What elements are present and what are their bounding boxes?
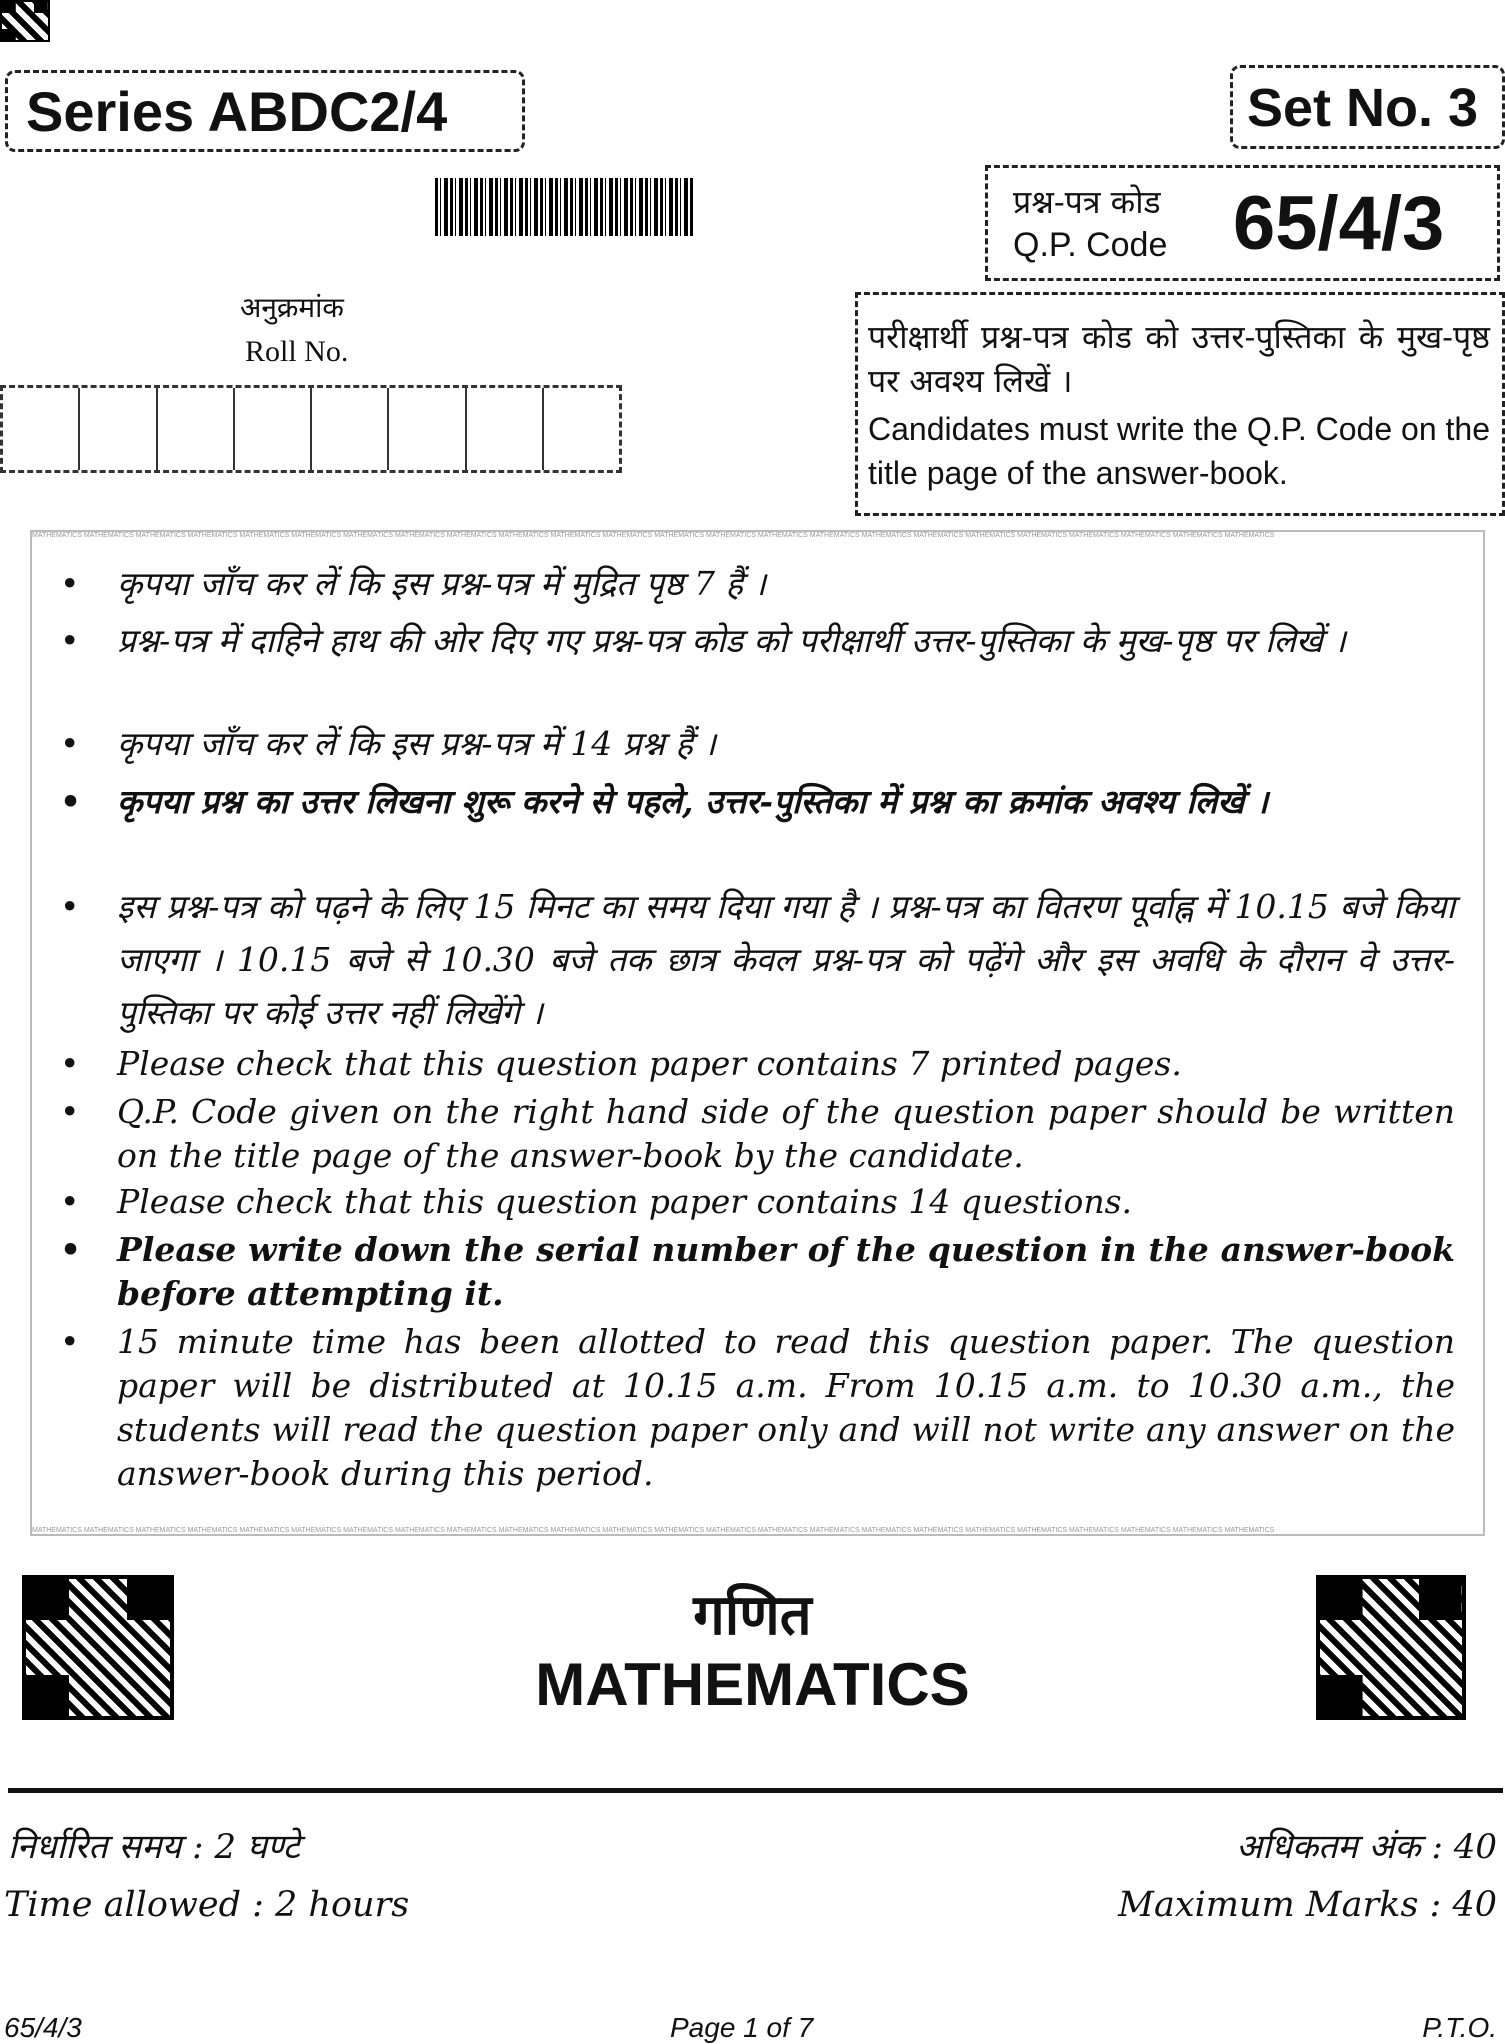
candidate-note-box (855, 292, 1505, 516)
subject-title-hi: गणित (693, 1582, 812, 1648)
roll-digit-box[interactable] (80, 388, 157, 470)
roll-label-hi: अनुक्रमांक (240, 291, 344, 324)
roll-number-boxes[interactable] (0, 385, 622, 473)
roll-digit-box[interactable] (312, 388, 389, 470)
max-marks-en: Maximum Marks : 40 (1118, 1885, 1497, 1925)
subject-title-en: MATHEMATICS (535, 1651, 970, 1718)
watermark-top: MATHEMATICS MATHEMATICS MATHEMATICS MATHEMATICS MATHEMATICS MATHEMATICS MATHEMATICS MATHEMATICS MATHEMATICS MATHEMATICS MATHEMATICS MATHEMATICS MATHEMATICS MATHEMATICS MATHEMATICS MATHEMATICS MATHEMATICS MATHEMATICS MATHEMATICS MATHEMATICS MATHEMATICS MATHEMATICS MATHEMATICS MATHEMATICS (32, 532, 1275, 539)
series-box (5, 70, 525, 152)
roll-digit-box[interactable] (3, 388, 80, 470)
watermark-bottom: MATHEMATICS MATHEMATICS MATHEMATICS MATHEMATICS MATHEMATICS MATHEMATICS MATHEMATICS MATHEMATICS MATHEMATICS MATHEMATICS MATHEMATICS MATHEMATICS MATHEMATICS MATHEMATICS MATHEMATICS MATHEMATICS MATHEMATICS MATHEMATICS MATHEMATICS MATHEMATICS MATHEMATICS MATHEMATICS MATHEMATICS MATHEMATICS (32, 1527, 1275, 1534)
set-number: Set No. 3 (1247, 78, 1479, 138)
footer-code: 65/4/3 (4, 2012, 82, 2043)
roll-digit-box[interactable] (235, 388, 312, 470)
time-allowed-hi: निर्धारित समय : 2 घण्टे (8, 1827, 300, 1867)
max-marks-hi: अधिकतम अंक : 40 (1236, 1827, 1497, 1867)
footer-pto: P.T.O. (1422, 2012, 1497, 2043)
footer-page: Page 1 of 7 (670, 2012, 814, 2043)
barcode (435, 178, 695, 236)
roll-digit-box[interactable] (389, 388, 466, 470)
set-number-box (1230, 65, 1505, 149)
corner-qr-code (0, 0, 50, 42)
qp-code-box (985, 165, 1500, 281)
roll-digit-box[interactable] (544, 388, 619, 470)
time-allowed-en: Time allowed : 2 hours (4, 1885, 410, 1925)
candidate-note-hi: परीक्षार्थी प्रश्न-पत्र कोड को उत्तर-पुस्तिका के मुख-पृष्ठ पर अवश्य लिखें । (868, 318, 1490, 400)
roll-digit-box[interactable] (467, 388, 544, 470)
divider-rule (8, 1788, 1503, 1793)
roll-digit-box[interactable] (158, 388, 235, 470)
roll-label-en: Roll No. (245, 335, 349, 368)
series-label: Series ABDC2/4 (26, 80, 448, 143)
qp-code-label-hi: प्रश्न-पत्र कोड (1013, 183, 1161, 221)
candidate-note-en: Candidates must write the Q.P. Code on the title page of the answer-book. (868, 411, 1490, 491)
qp-code-label-en: Q.P. Code (1013, 226, 1168, 264)
qp-code-value: 65/4/3 (1233, 181, 1445, 266)
